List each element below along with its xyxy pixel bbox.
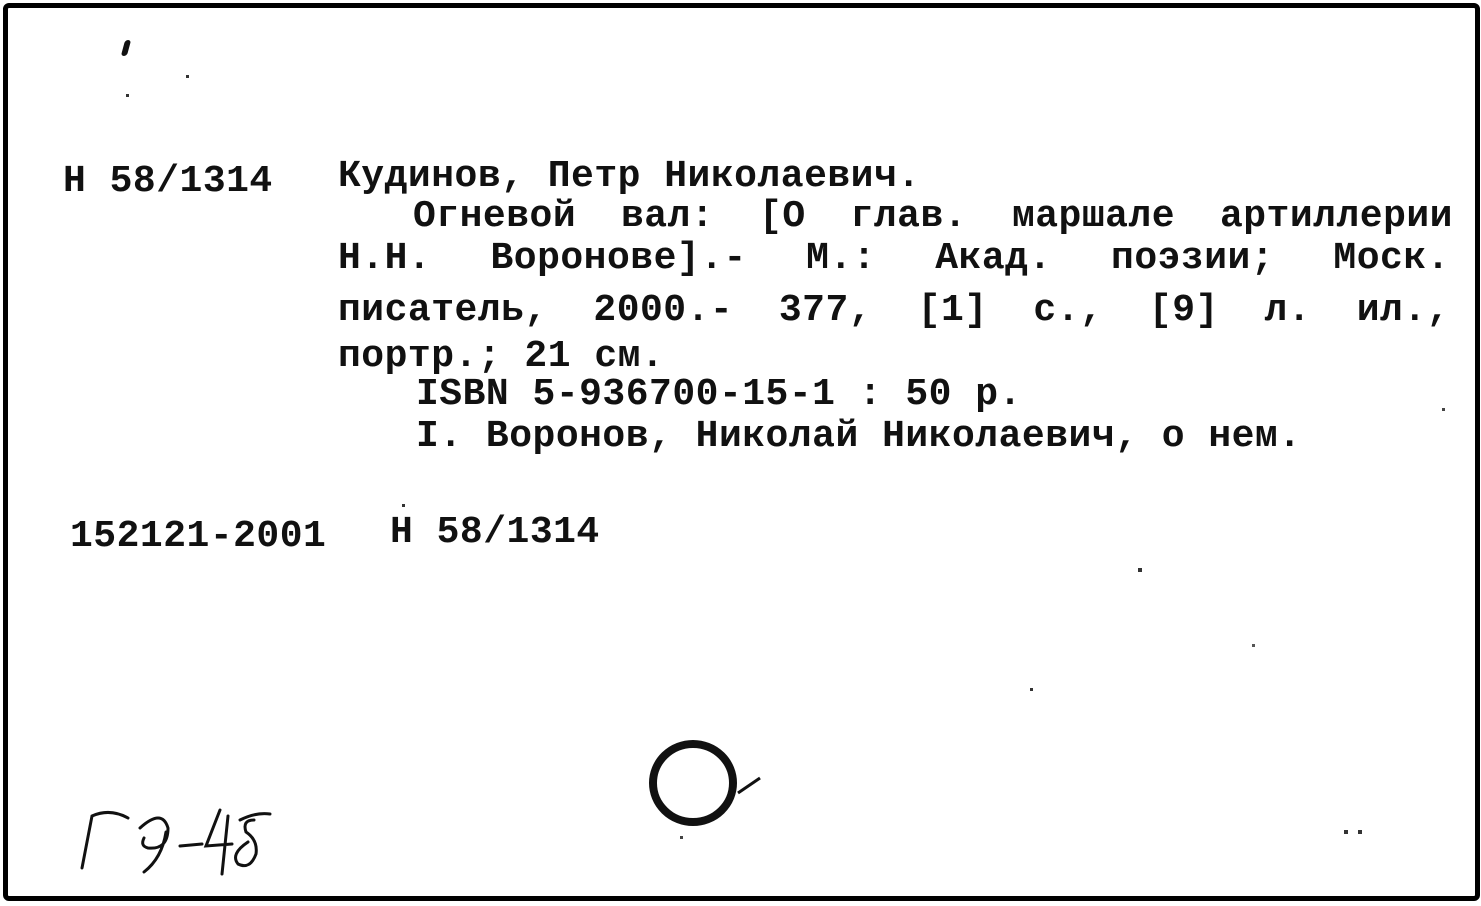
pub-word: Моск.	[1333, 237, 1450, 280]
publication-line-3: портр.; 21 см.	[338, 335, 665, 378]
speck	[1358, 830, 1362, 834]
speck	[126, 94, 129, 97]
pub-word: л.	[1264, 289, 1312, 332]
speck	[680, 836, 683, 839]
isbn-line: ISBN 5-936700-15-1 : 50 р.	[416, 373, 1022, 416]
title-word: Огневой	[413, 195, 577, 238]
pub-word: 377,	[778, 289, 873, 332]
handwritten-note	[70, 798, 290, 888]
speck	[1252, 644, 1255, 647]
call-number: Н 58/1314	[63, 160, 273, 203]
title-word: вал:	[621, 195, 715, 238]
title-word: маршале	[1011, 195, 1176, 238]
punch-hole	[648, 738, 768, 838]
pub-word: [1]	[917, 289, 988, 332]
accession-number: 152121-2001	[70, 515, 327, 558]
speck	[402, 504, 405, 507]
call-number-repeat: Н 58/1314	[390, 511, 600, 554]
pub-word: [9]	[1148, 289, 1219, 332]
speck	[1442, 408, 1445, 411]
speck	[186, 75, 189, 78]
pub-word: Н.Н.	[338, 237, 432, 280]
title-word: глав.	[850, 195, 968, 238]
publication-line-2	[338, 289, 1450, 332]
catalog-card	[3, 3, 1480, 901]
title-word: артиллерии	[1219, 195, 1453, 238]
pub-word: ил.,	[1356, 289, 1450, 332]
speck	[1344, 830, 1348, 834]
publication-line-1	[338, 237, 1450, 280]
pub-word: 2000.-	[593, 289, 734, 332]
author-heading: Кудинов, Петр Николаевич.	[338, 155, 921, 198]
pub-word: М.:	[806, 237, 876, 280]
pub-word: поэзии;	[1111, 237, 1275, 280]
comma-mark	[121, 40, 131, 56]
pub-word: Вороновe].-	[490, 237, 747, 280]
title-word: [О	[759, 195, 806, 238]
title-line	[413, 195, 1453, 238]
pub-word: писатель,	[338, 289, 548, 332]
speck	[1138, 568, 1142, 572]
pub-word: с.,	[1033, 289, 1104, 332]
added-entry: I. Воронов, Николай Николаевич, о нем.	[416, 415, 1302, 458]
speck	[1030, 688, 1033, 691]
pub-word: Акад.	[935, 237, 1052, 280]
